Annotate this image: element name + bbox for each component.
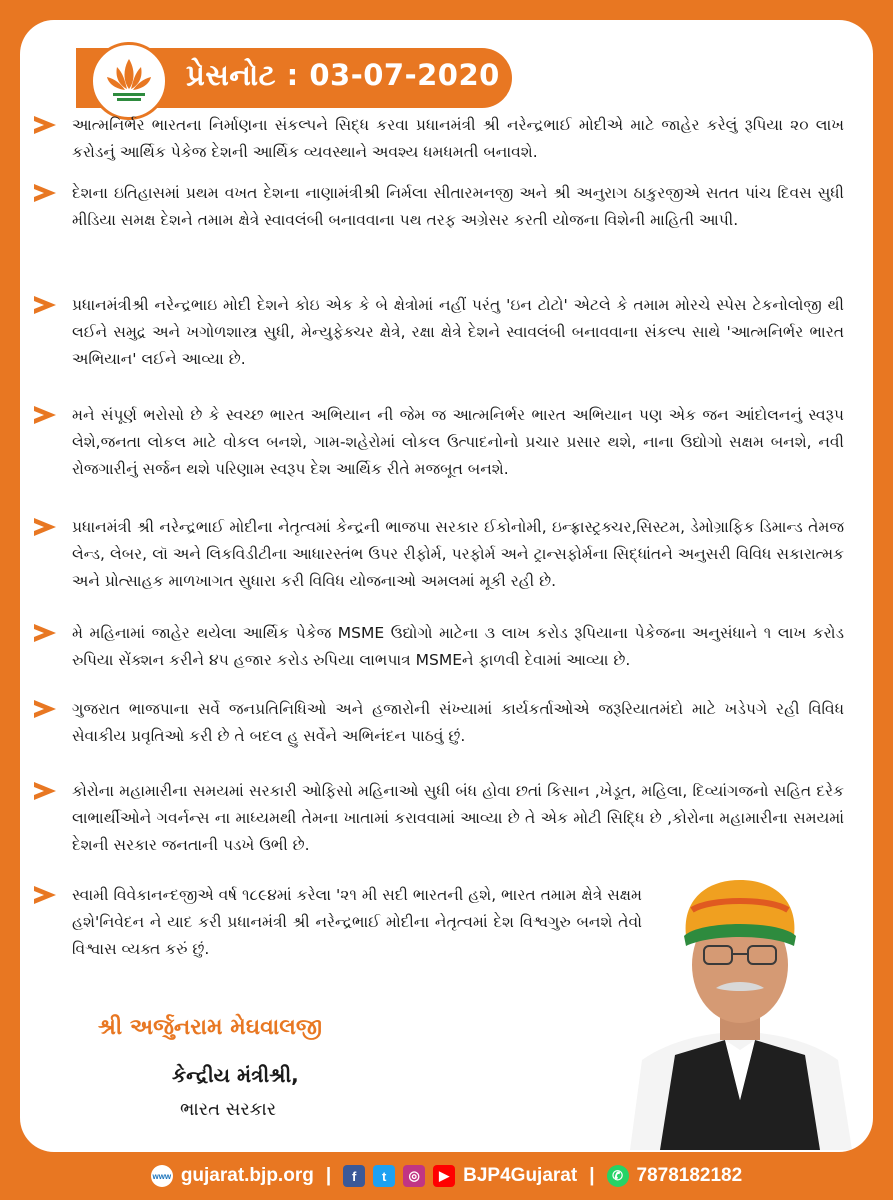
footer-website[interactable]: gujarat.bjp.org	[180, 1165, 314, 1186]
item-text: મે મહિનામાં જાહેર થયેલા આર્થિક પેકેજ MSME ઉદ્યોગો માટેના ૩ લાખ કરોડ રૂપિયાના પેકેજના અનુસંધાને ૧ લાખ કરોડ રુપિયા સેંક્શન કરીને ૪૫ હજાર કરોડ રુપિયા લાભપાત્ર MSMEને ફાળવી દેવામાં આવ્યા છે.	[72, 624, 844, 669]
footer-separator: |	[325, 1165, 332, 1186]
lotus-logo-icon	[90, 42, 168, 120]
portrait-photo	[620, 850, 860, 1150]
list-item	[34, 180, 844, 234]
list-item	[34, 402, 844, 483]
footer-social-handle[interactable]: BJP4Gujarat	[463, 1165, 578, 1186]
signatory-name: શ્રી અર્જુનરામ મેઘવાલજી	[98, 1015, 322, 1040]
arrow-bullet-icon	[34, 406, 56, 424]
arrow-bullet-icon	[34, 184, 56, 202]
facebook-icon[interactable]: f	[343, 1165, 365, 1187]
press-note-card	[20, 20, 873, 1152]
arrow-bullet-icon	[34, 116, 56, 134]
arrow-bullet-icon	[34, 518, 56, 536]
page-title: પ્રેસનોટ : 03-07-2020	[186, 58, 500, 92]
arrow-bullet-icon	[34, 782, 56, 800]
whatsapp-icon: ✆	[607, 1165, 629, 1187]
footer-bar	[0, 1152, 893, 1200]
arrow-bullet-icon	[34, 624, 56, 642]
list-item	[34, 620, 844, 674]
footer-phone[interactable]: 7878182182	[636, 1165, 743, 1186]
arrow-bullet-icon	[34, 886, 56, 904]
youtube-icon[interactable]: ▶	[433, 1165, 455, 1187]
item-text: પ્રધાનમંત્રીશ્રી નરેન્દ્રભાઇ મોદી દેશને કોઇ એક કે બે ક્ષેત્રોમાં નહીં પરંતુ 'ઇન ટોટો' એટલે કે તમામ મોરચે સ્પેસ ટેકનોલોજી થી લઈને સમુદ્ર અને ખગોળશાસ્ત્ર સુધી, મેન્યુફેક્ચર ક્ષેત્રે, રક્ષા ક્ષેત્રે દેશને સ્વાવલંબી બનાવવાના સંકલ્પ સાથે 'આત્મનિર્ભર ભારત અભિયાન' લઈને આવ્યા છે.	[72, 296, 844, 368]
arrow-bullet-icon	[34, 296, 56, 314]
instagram-icon[interactable]: ◎	[403, 1165, 425, 1187]
arrow-bullet-icon	[34, 700, 56, 718]
list-item	[34, 778, 844, 859]
item-text: કોરોના મહામારીના સમયમાં સરકારી ઓફિસો મહિનાઓ સુધી બંધ હોવા છતાં કિસાન ,ખેડૂત, મહિલા, દિવ્યાંગજનો સહિત દરેક લાભાર્થીઓને ગવર્નન્સ ના માધ્યમથી તેમના ખાતામાં કરાવવામાં આવ્યા છે તે એક મોટી સિદ્ધિ છે ,કોરોના મહામારીના સમયમાં દેશની સરકાર જનતાની પડખે ઉભી છે.	[72, 782, 844, 854]
item-text: પ્રધાનમંત્રી શ્રી નરેન્દ્રભાઈ મોદીના નેતૃત્વમાં કેન્દ્રની ભાજપા સરકાર ઈકોનોમી, ઇન્ફ્રાસ્ટ્રક્ચર,સિસ્ટમ, ડેમોગ્રાફિક ડિમાન્ડ તેમજ લેન્ડ, લેબર, લૉ અને લિકવિડીટીના આધારસ્તંભ ઉપર રીફોર્મ, પરફોર્મ અને ટ્રાન્સફોર્મના સિદ્ધાંતને અનુસરી વિવિધ સકારાત્મક અને પ્રોત્સાહક માળખાગત સુધારા કરી વિવિધ યોજનાઓ અમલમાં મૂકી રહી છે.	[72, 518, 844, 590]
item-text: દેશના ઇતિહાસમાં પ્રથમ વખત દેશના નાણામંત્રીશ્રી નિર્મલા સીતારમનજી અને શ્રી અનુરાગ ઠાકુરજીએ સતત પાંચ દિવસ સુધી મીડિયા સમક્ષ દેશને તમામ ક્ષેત્રે સ્વાવલંબી બનાવવાના પથ તરફ અગ્રેસર કરતી યોજના વિશેની માહિતી આપી.	[72, 184, 844, 229]
item-text: ગુજરાત ભાજપાના સર્વે જનપ્રતિનિધિઓ અને હજારોની સંખ્યામાં કાર્યકર્તાઓએ જરૂરિયાતમંદો માટે ખડેપગે રહી વિવિધ સેવાકીય પ્રવૃતિઓ કરી છે તે બદલ હુ સર્વેને અભિનંદન પાઠવું છું.	[72, 700, 844, 745]
list-item	[34, 514, 844, 595]
list-item	[34, 696, 844, 750]
www-icon: www	[151, 1165, 173, 1187]
list-item	[34, 112, 844, 166]
twitter-icon[interactable]: t	[373, 1165, 395, 1187]
item-text: આત્મનિર્ભર ભારતના નિર્માણના સંકલ્પને સિદ્ધ કરવા પ્રધાનમંત્રી શ્રી નરેન્દ્રભાઈ મોદીએ માટે જાહેર કરેલું રૂપિયા ૨૦ લાખ કરોડનું આર્થિક પેકેજ દેશની આર્થિક વ્યવસ્થાને અવશ્ય ધમધમતી બનાવશે.	[72, 116, 844, 161]
list-item	[34, 292, 844, 373]
item-text: સ્વામી વિવેકાનન્દજીએ વર્ષ ૧૮૯૪માં કરેલા '૨૧ મી સદી ભારતની હશે, ભારત તમામ ક્ષેત્રે સક્ષમ હશે'નિવેદન ને યાદ કરી પ્રધાનમંત્રી શ્રી નરેન્દ્રભાઈ મોદીના નેતૃત્વમાં દેશ વિશ્વગુરુ બનશે તેવો વિશ્વાસ વ્યક્ત કરું છું.	[72, 886, 642, 958]
signatory-role: કેન્દ્રીય મંત્રીશ્રી,	[172, 1063, 299, 1087]
item-text: મને સંપૂર્ણ ભરોસો છે કે સ્વચ્છ ભારત અભિયાન ની જેમ જ આત્મનિર્ભર ભારત અભિયાન પણ એક જન આંદોલનનું સ્વરૂપ લેશે,જનતા લોકલ માટે વોકલ બનશે, ગામ-શહેરોમાં લોકલ ઉત્પાદનોનો પ્રચાર પ્રસાર થશે, નાના ઉદ્યોગો સક્ષમ બનશે, નવી રોજગારીનું સર્જન થશે પરિણામ સ્વરૂપ દેશ આર્થિક રીતે મજબૂત બનશે.	[72, 406, 844, 478]
signatory-org: ભારત સરકાર	[180, 1099, 277, 1120]
footer-separator: |	[589, 1165, 595, 1186]
